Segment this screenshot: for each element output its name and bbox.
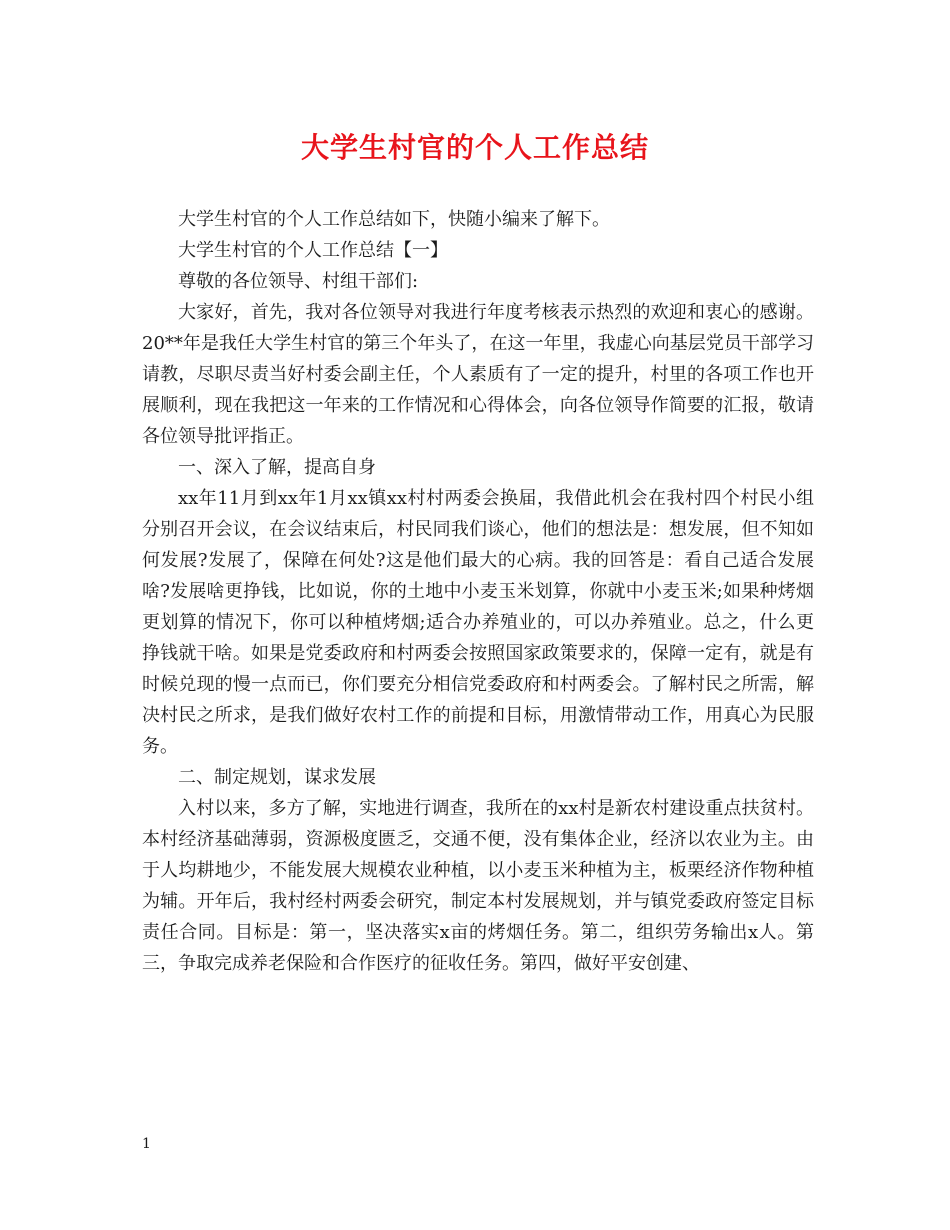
paragraph-heading-one: 一、深入了解，提高自身 — [178, 457, 376, 478]
paragraph-salutation: 尊敬的各位领导、村组干部们: — [178, 271, 419, 292]
paragraph-section-heading: 大学生村官的个人工作总结【一】 — [178, 240, 448, 261]
paragraph-opening: 大家好，首先，我对各位领导对我进行年度考核表示热烈的欢迎和衷心的感谢。20**年是我任大学生村官的第三个年头了，在这一年里，我虚心向基层党员干部学习请教，尽职尽责当好村委会副主任，个人素质有了一定的提升，村里的各项工作也开展顺利，现在我把这一年来的工作情况和心得体会，向各位领导作简要的汇报，敬请各位领导批评指正。 — [142, 302, 814, 447]
paragraph-body-two: 入村以来，多方了解，实地进行调查，我所在的xx村是新农村建设重点扶贫村。本村经济基础薄弱，资源极度匮乏，交通不便，没有集体企业，经济以农业为主。由于人均耕地少，不能发展大规模农业种植，以小麦玉米种植为主，板栗经济作物种植为辅。开年后，我村经村两委会研究，制定本村发展规划，并与镇党委政府签定目标责任合同。目标是：第一，坚决落实x亩的烤烟任务。第二，组织劳务输出x人。第三，争取完成养老保险和合作医疗的征收任务。第四，做好平安创建、 — [142, 798, 814, 974]
paragraph-heading-two: 二、制定规划，谋求发展 — [178, 767, 376, 788]
document-body — [142, 204, 814, 979]
document-title: 大学生村官的个人工作总结 — [300, 131, 649, 164]
page-number: 1 — [142, 1136, 151, 1152]
paragraph-body-one: xx年11月到xx年1月xx镇xx村村两委会换届，我借此机会在我村四个村民小组分别召开会议，在会议结束后，村民同我们谈心，他们的想法是：想发展，但不知如何发展?发展了，保障在何处?这是他们最大的心病。我的回答是：看自己适合发展啥?发展啥更挣钱，比如说，你的土地中小麦玉米划算，你就中小麦玉米;如果种烤烟更划算的情况下，你可以种植烤烟;适合办养殖业的，可以办养殖业。总之，什么更挣钱就干啥。如果是党委政府和村两委会按照国家政策要求的，保障一定有，就是有时候兑现的慢一点而已，你们要充分相信党委政府和村两委会。了解村民之所需，解决村民之所求，是我们做好农村工作的前提和目标，用激情带动工作，用真心为民服务。 — [142, 488, 814, 757]
paragraph-intro: 大学生村官的个人工作总结如下，快随小编来了解下。 — [178, 209, 610, 230]
